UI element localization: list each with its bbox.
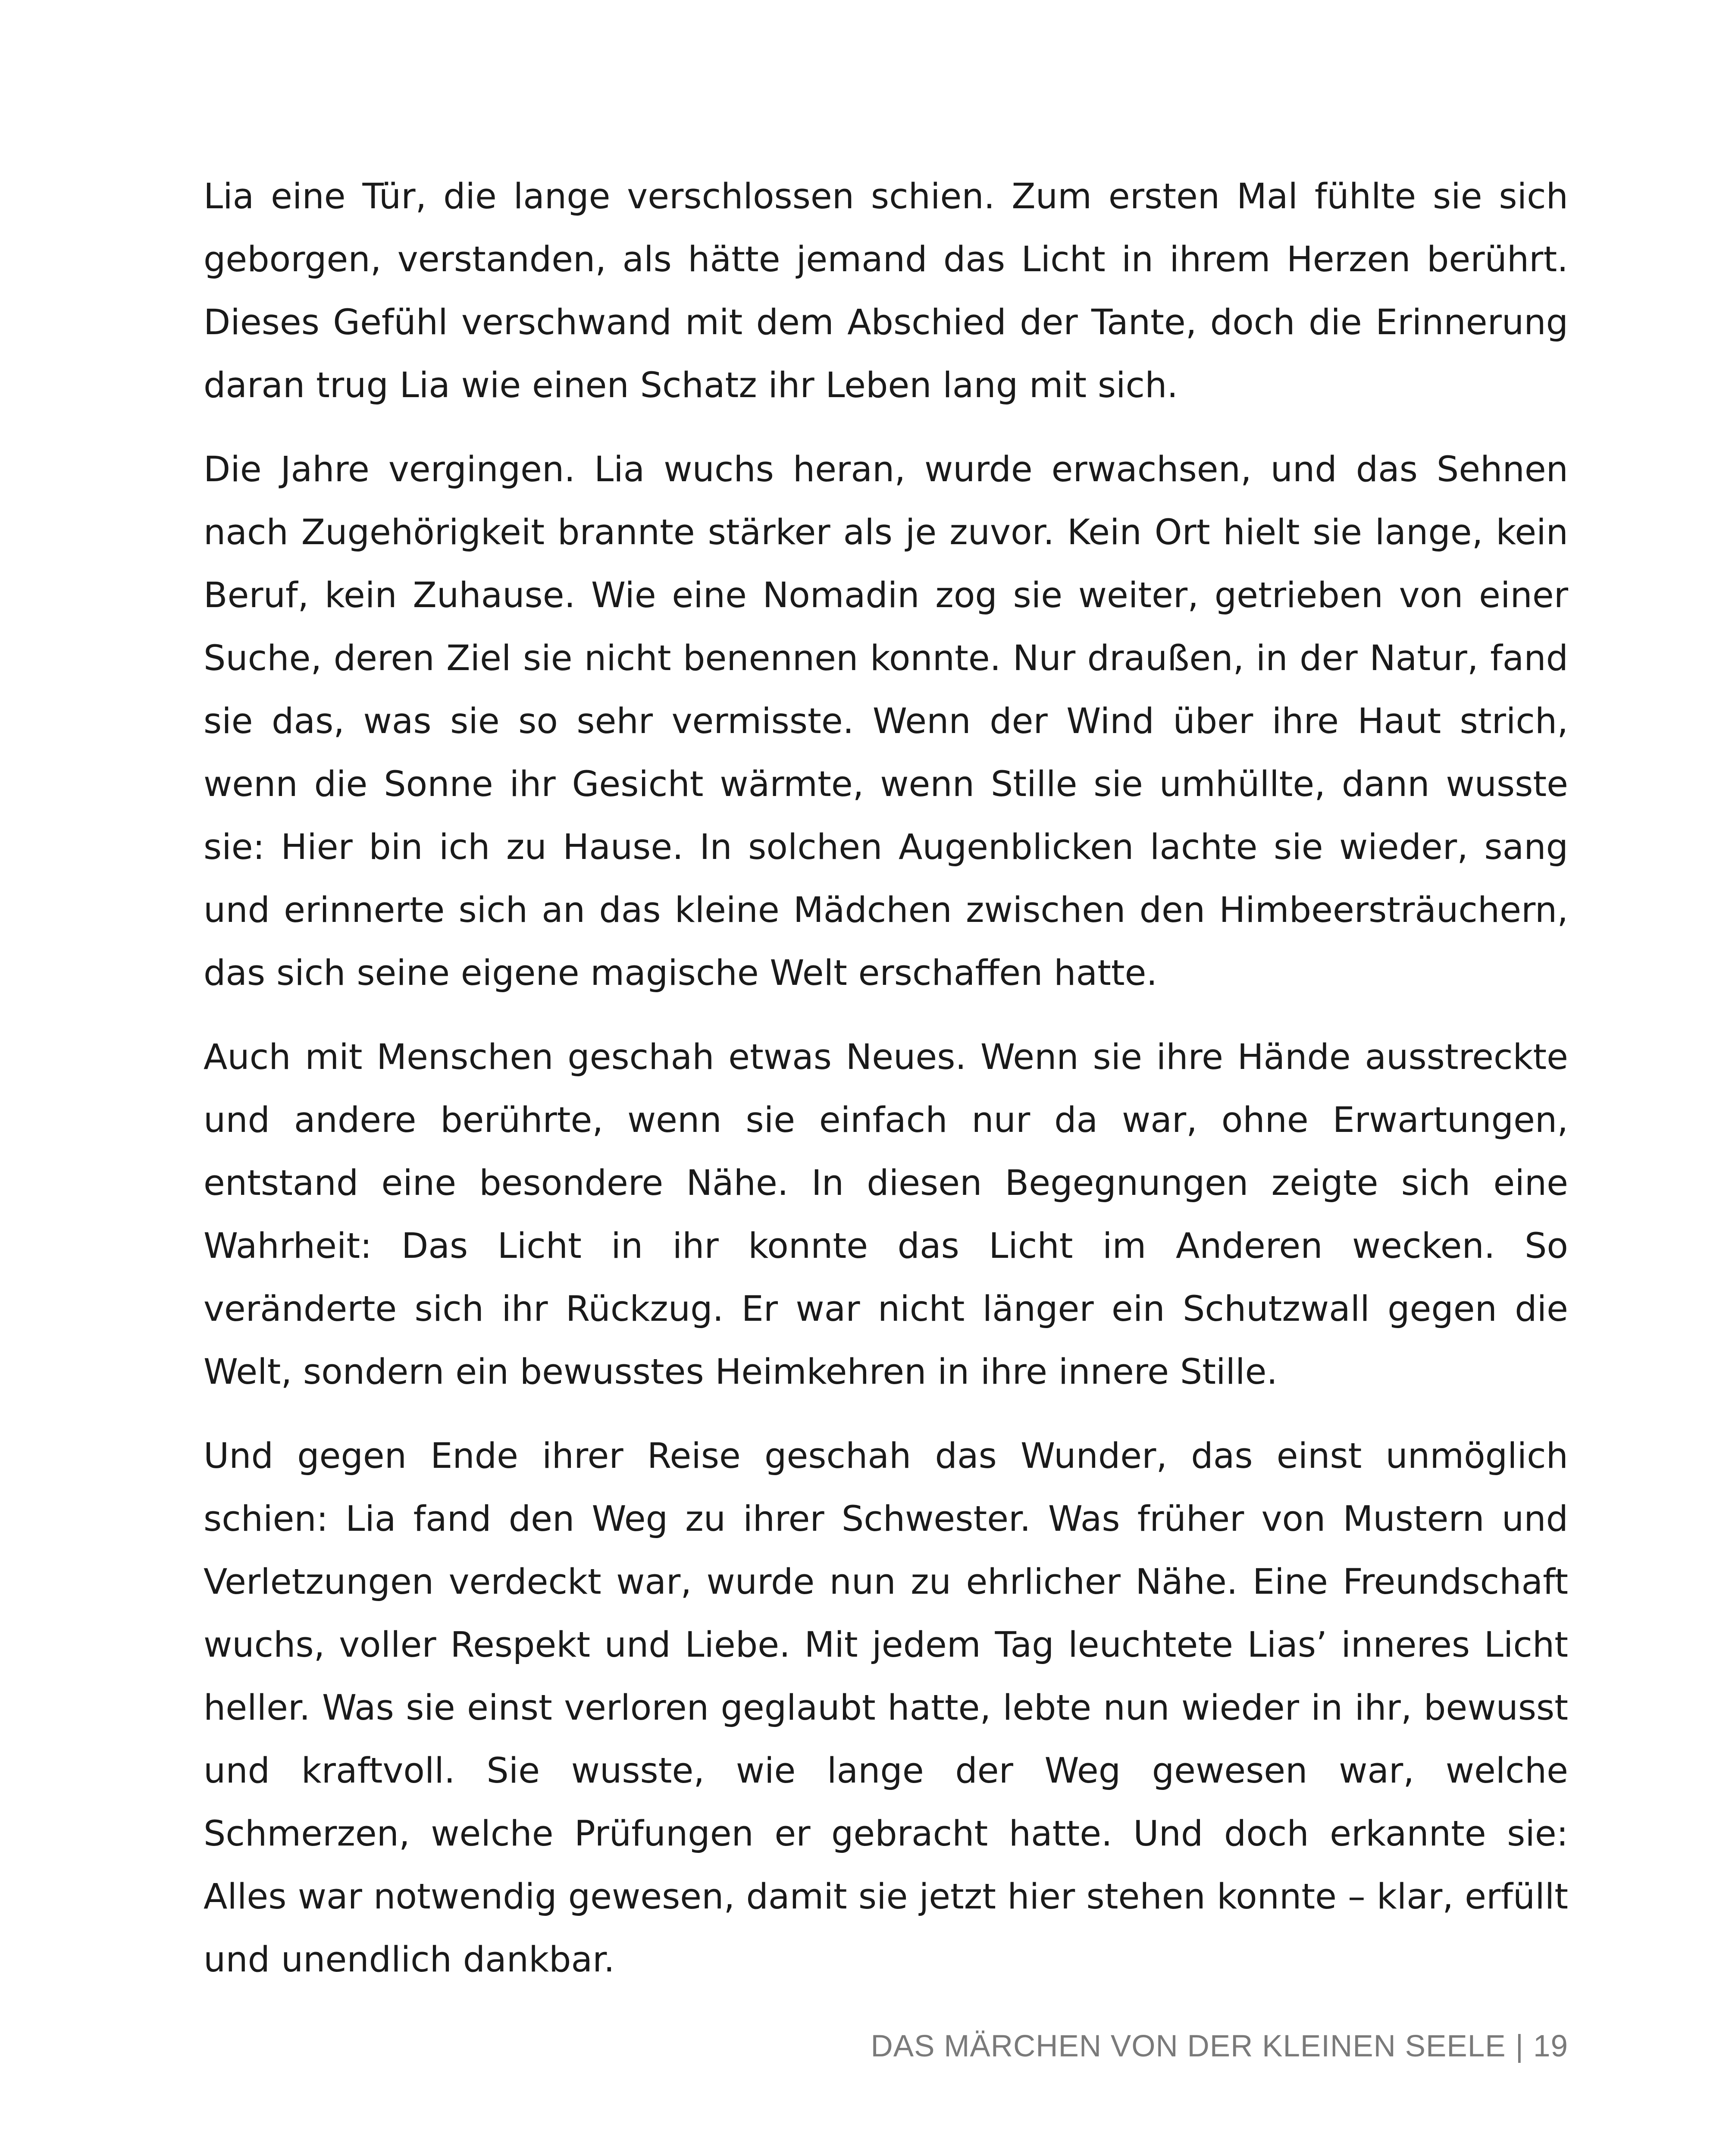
paragraph: Lia eine Tür, die lange verschlossen schien. Zum ersten Mal fühlte sie sich geborgen, verstanden, als hätte jemand das Licht in ihrem Herzen berührt. Dieses Gefühl verschwand mit dem Abschied der Tante, doch die Erinnerung daran trug Lia wie einen Schatz ihr Leben lang mit sich. xyxy=(204,176,1568,406)
paragraph: Die Jahre vergingen. Lia wuchs heran, wurde erwachsen, und das Sehnen nach Zugehörigkeit brannte stärker als je zuvor. Kein Ort hielt sie lange, kein Beruf, kein Zuhause. Wie eine Nomadin zog sie weiter, getrieben von einer Suche, deren Ziel sie nicht benennen konnte. Nur draußen, in der Natur, fand sie das, was sie so sehr vermisste. Wenn der Wind über ihre Haut strich, wenn die Sonne ihr Gesicht wärmte, wenn Stille sie umhüllte, dann wusste sie: Hier bin ich zu Hause. In solchen Augenblicken lachte sie wieder, sang und erinnerte sich an das kleine Mädchen zwischen den Himbeersträuchern, das sich seine eigene magische Welt erschaffen hatte. xyxy=(204,449,1568,993)
page-footer xyxy=(871,2029,1568,2064)
footer-separator: | xyxy=(1515,2029,1524,2063)
paragraph: Und gegen Ende ihrer Reise geschah das Wunder, das einst unmöglich schien: Lia fand den Weg zu ihrer Schwester. Was früher von Mustern und Verletzungen verdeckt war, wurde nun zu ehrlicher Nähe. Eine Freundschaft wuchs, voller Respekt und Liebe. Mit jedem Tag leuchtete Lias’ inneres Licht heller. Was sie einst verloren geglaubt hatte, lebte nun wieder in ihr, bewusst und kraftvoll. Sie wusste, wie lange der Weg gewesen war, welche Schmerzen, welche Prüfungen er gebracht hatte. Und doch erkannte sie: Alles war notwendig gewesen, damit sie jetzt hier stehen konnte – klar, erfüllt und unendlich dankbar. xyxy=(204,1436,1568,1980)
body-text xyxy=(204,165,1568,2012)
page-number: 19 xyxy=(1533,2029,1568,2063)
running-title: DAS MÄRCHEN VON DER KLEINEN SEELE xyxy=(871,2029,1506,2063)
paragraph: Auch mit Menschen geschah etwas Neues. Wenn sie ihre Hände ausstreckte und andere berührte, wenn sie einfach nur da war, ohne Erwartungen, entstand eine besondere Nähe. In diesen Begegnungen zeigte sich eine Wahrheit: Das Licht in ihr konnte das Licht im Anderen wecken. So veränderte sich ihr Rückzug. Er war nicht länger ein Schutzwall gegen die Welt, sondern ein bewusstes Heimkehren in ihre innere Stille. xyxy=(204,1037,1568,1392)
